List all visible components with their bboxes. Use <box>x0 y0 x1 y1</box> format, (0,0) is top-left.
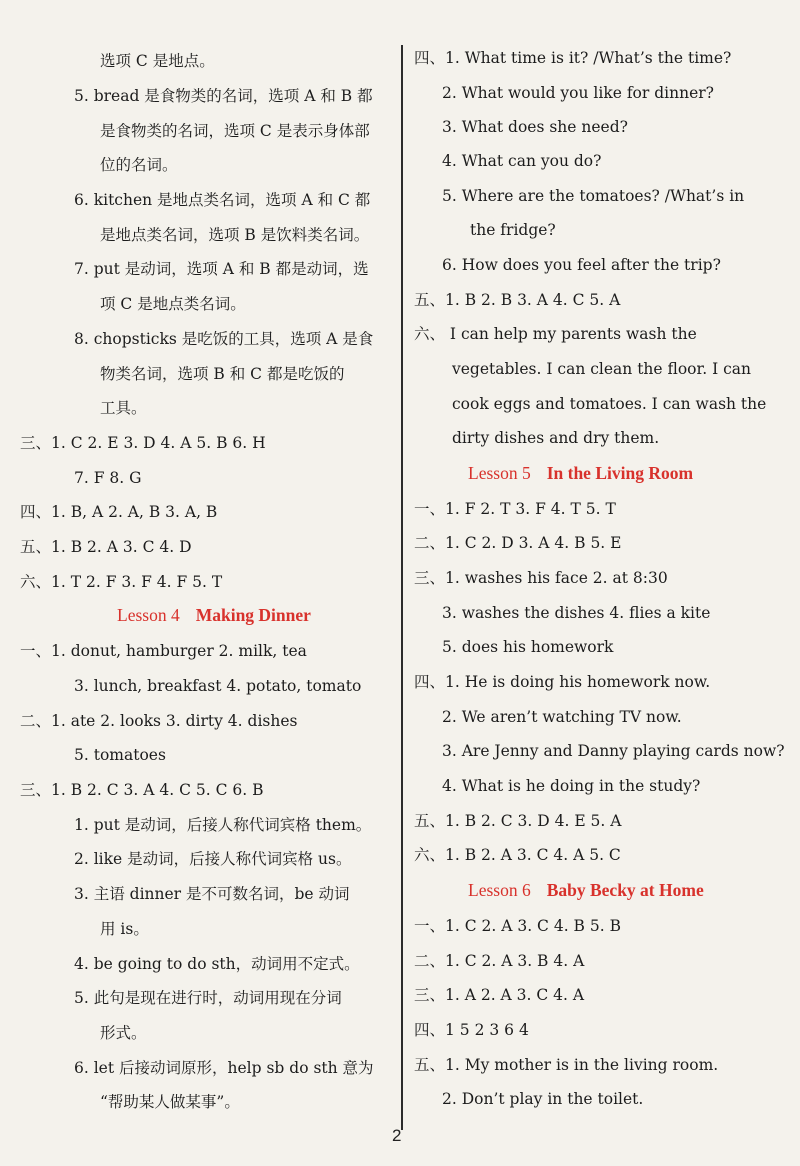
answer-line: 形式。 <box>100 1024 147 1042</box>
answer-line: 四、1. What time is it? /What’s the time? <box>414 49 732 67</box>
lesson-number: Lesson 5 <box>468 463 531 483</box>
answer-line: 4. What is he doing in the study? <box>442 777 701 795</box>
answer-line: 4. be going to do sth，动词用不定式。 <box>74 955 360 973</box>
lesson-number: Lesson 4 <box>117 605 180 625</box>
answer-line: 5. tomatoes <box>74 746 166 764</box>
lesson-number: Lesson 6 <box>468 880 531 900</box>
answer-line: 是食物类的名词，选项 C 是表示身体部 <box>100 122 370 140</box>
answer-line: 用 is。 <box>100 920 149 938</box>
answer-line: 五、1. B 2. B 3. A 4. C 5. A <box>414 291 621 309</box>
answer-line: 3. washes the dishes 4. flies a kite <box>442 604 711 622</box>
answer-line: 三、1. C 2. E 3. D 4. A 5. B 6. H <box>20 434 266 452</box>
answer-line: 六、1. B 2. A 3. C 4. A 5. C <box>414 846 621 864</box>
answer-line: 工具。 <box>100 399 147 417</box>
answer-line: 四、1. B, A 2. A, B 3. A, B <box>20 503 218 521</box>
lesson-title: In the Living Room <box>546 463 694 483</box>
column-divider <box>401 45 403 1130</box>
answer-line: 三、1. A 2. A 3. C 4. A <box>414 986 585 1004</box>
answer-line: cook eggs and tomatoes. I can wash the <box>452 395 767 413</box>
answer-line: 选项 C 是地点。 <box>100 52 215 70</box>
answer-line: 8. chopsticks 是吃饭的工具，选项 A 是食 <box>74 330 374 348</box>
answer-line: 二、1. C 2. D 3. A 4. B 5. E <box>414 534 622 552</box>
answer-line: 3. What does she need? <box>442 118 628 136</box>
page-number: 2 <box>392 1126 402 1145</box>
answer-line: 7. F 8. G <box>74 469 142 487</box>
answer-line: 物类名词，选项 B 和 C 都是吃饭的 <box>100 365 345 383</box>
answer-line: 4. What can you do? <box>442 152 602 170</box>
lesson-title: Making Dinner <box>195 605 311 625</box>
answer-line: 5. does his homework <box>442 638 614 656</box>
answer-line: 六、 I can help my parents wash the <box>414 325 697 343</box>
answer-line: 6. How does you feel after the trip? <box>442 256 721 274</box>
answer-line: 六、1. T 2. F 3. F 4. F 5. T <box>20 573 223 591</box>
answer-line: 一、1. F 2. T 3. F 4. T 5. T <box>414 500 616 518</box>
answer-line: 3. lunch, breakfast 4. potato, tomato <box>74 677 362 695</box>
answer-line: 项 C 是地点类名词。 <box>100 295 246 313</box>
answer-line: 1. put 是动词，后接人称代词宾格 them。 <box>74 816 372 834</box>
answer-line: 3. 主语 dinner 是不可数名词，be 动词 <box>74 885 350 903</box>
answer-line: vegetables. I can clean the floor. I can <box>452 360 752 378</box>
lesson-title: Baby Becky at Home <box>546 880 704 900</box>
answer-line: dirty dishes and dry them. <box>452 429 660 447</box>
answer-line: 6. kitchen 是地点类名词，选项 A 和 C 都 <box>74 191 371 209</box>
answer-line: 五、1. My mother is in the living room. <box>414 1056 719 1074</box>
lesson-6-heading <box>468 879 704 901</box>
answer-line: 五、1. B 2. A 3. C 4. D <box>20 538 192 556</box>
answer-line: 三、1. washes his face 2. at 8:30 <box>414 569 668 587</box>
answer-line: 二、1. C 2. A 3. B 4. A <box>414 952 585 970</box>
answer-line: 四、1 5 2 3 6 4 <box>414 1021 529 1039</box>
lesson-4-heading <box>117 604 311 626</box>
answer-line: 5. 此句是现在进行时，动词用现在分词 <box>74 989 342 1007</box>
answer-line: 位的名词。 <box>100 156 178 174</box>
answer-line: 6. let 后接动词原形，help sb do sth 意为 <box>74 1059 374 1077</box>
lesson-5-heading <box>468 462 693 484</box>
answer-line: 四、1. He is doing his homework now. <box>414 673 711 691</box>
answer-line: 2. Don’t play in the toilet. <box>442 1090 644 1108</box>
answer-line: 三、1. B 2. C 3. A 4. C 5. C 6. B <box>20 781 264 799</box>
answer-line: 是地点类名词，选项 B 是饮料类名词。 <box>100 226 370 244</box>
answer-line: 2. like 是动词，后接人称代词宾格 us。 <box>74 850 352 868</box>
answer-line: “帮助某人做某事”。 <box>100 1093 240 1111</box>
answer-line: 五、1. B 2. C 3. D 4. E 5. A <box>414 812 622 830</box>
answer-line: 二、1. ate 2. looks 3. dirty 4. dishes <box>20 712 298 730</box>
answer-line: the fridge? <box>470 221 556 239</box>
answer-line: 5. bread 是食物类的名词，选项 A 和 B 都 <box>74 87 373 105</box>
answer-line: 一、1. donut, hamburger 2. milk, tea <box>20 642 307 660</box>
answer-line: 5. Where are the tomatoes? /What’s in <box>442 187 745 205</box>
answer-line: 2. We aren’t watching TV now. <box>442 708 682 726</box>
answer-line: 一、1. C 2. A 3. C 4. B 5. B <box>414 917 621 935</box>
answer-line: 3. Are Jenny and Danny playing cards now? <box>442 742 785 760</box>
answer-line: 2. What would you like for dinner? <box>442 84 714 102</box>
answer-line: 7. put 是动词，选项 A 和 B 都是动词，选 <box>74 260 369 278</box>
